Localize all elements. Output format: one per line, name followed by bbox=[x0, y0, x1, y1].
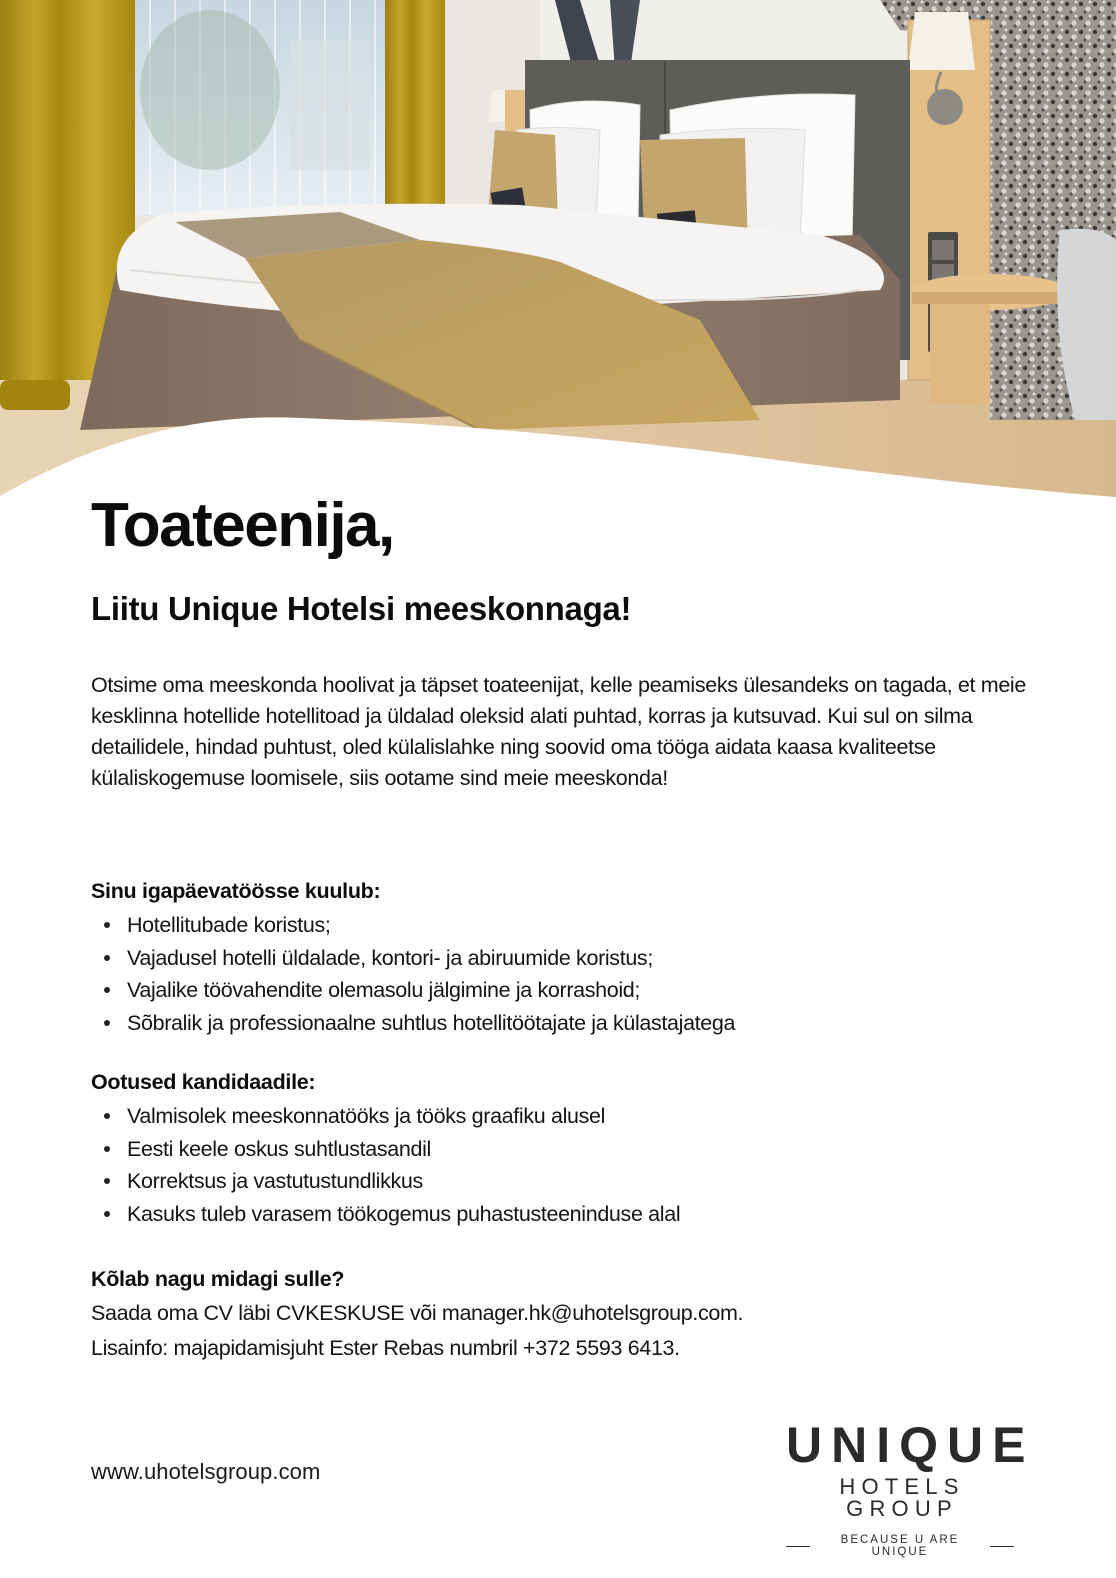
tagline-rule-right bbox=[990, 1546, 1014, 1547]
logo-subtitle: HOTELS GROUP bbox=[839, 1474, 965, 1521]
bullet-icon bbox=[104, 922, 110, 928]
duties-heading: Sinu igapäevatöösse kuulub: bbox=[91, 879, 381, 903]
logo-wordmark: UNIQUE bbox=[786, 1417, 1035, 1473]
duties-section bbox=[91, 876, 1051, 1039]
bullet-icon bbox=[104, 1113, 110, 1119]
bullet-icon bbox=[104, 1178, 110, 1184]
contact-apply-line: Saada oma CV läbi CVKESKUSE või manager.hk@uhotelsgroup.com. bbox=[91, 1301, 744, 1325]
list-item: Valmisolek meeskonnatööks ja tööks graafiku alusel bbox=[91, 1100, 1051, 1133]
phone-link[interactable]: +372 5593 6413 bbox=[523, 1336, 675, 1360]
requirements-list bbox=[91, 1100, 1051, 1230]
contact-heading: Kõlab nagu midagi sulle? bbox=[91, 1267, 345, 1291]
list-item: Sõbralik ja professionaalne suhtlus hotellitöötajate ja külastajatega bbox=[91, 1007, 1051, 1040]
contact-section bbox=[91, 1264, 1051, 1365]
hero-photo bbox=[0, 0, 1116, 510]
contact-info-line: Lisainfo: majapidamisjuht Ester Rebas numbril +372 5593 6413. bbox=[91, 1336, 680, 1360]
list-item: Kasuks tuleb varasem töökogemus puhastusteeninduse alal bbox=[91, 1198, 1051, 1231]
requirements-section bbox=[91, 1067, 1051, 1230]
list-item: Vajadusel hotelli üldalade, kontori- ja abiruumide koristus; bbox=[91, 942, 1051, 975]
bullet-icon bbox=[104, 955, 110, 961]
bullet-icon bbox=[104, 987, 110, 993]
logo-tagline: BECAUSE U ARE UNIQUE bbox=[780, 1534, 1020, 1558]
tagline-rule-left bbox=[786, 1546, 810, 1547]
list-item: Korrektsus ja vastutustundlikkus bbox=[91, 1165, 1051, 1198]
list-item: Hotellitubade koristus; bbox=[91, 909, 1051, 942]
page-title: Toateenija, bbox=[91, 491, 394, 560]
list-item: Eesti keele oskus suhtlustasandil bbox=[91, 1133, 1051, 1166]
page-subtitle: Liitu Unique Hotelsi meeskonnaga! bbox=[91, 590, 632, 627]
website-link[interactable]: www.uhotelsgroup.com bbox=[91, 1459, 321, 1484]
duties-list bbox=[91, 909, 1051, 1039]
email-link[interactable]: manager.hk@uhotelsgroup.com bbox=[441, 1301, 738, 1325]
bullet-icon bbox=[104, 1020, 110, 1026]
list-item: Vajalike töövahendite olemasolu jälgimine ja korrashoid; bbox=[91, 974, 1051, 1007]
unique-hotels-logo bbox=[780, 1417, 1035, 1558]
intro-paragraph: Otsime oma meeskonda hoolivat ja täpset toateenijat, kelle peamiseks ülesandeks on tagada, et meie kesklinna hotellide hotellitoad ja üldalad oleksid alati puhtad, korras ja kutsuvad. Kui sul on silma detailidele, hindad puhtust, oled külalislahke ning soovid oma tööga aidata kaasa kvaliteetse külaliskogemuse loomisele, siis ootame sind meie meeskonda! bbox=[91, 673, 1026, 790]
bullet-icon bbox=[104, 1146, 110, 1152]
bullet-icon bbox=[104, 1211, 110, 1217]
requirements-heading: Ootused kandidaadile: bbox=[91, 1070, 316, 1094]
